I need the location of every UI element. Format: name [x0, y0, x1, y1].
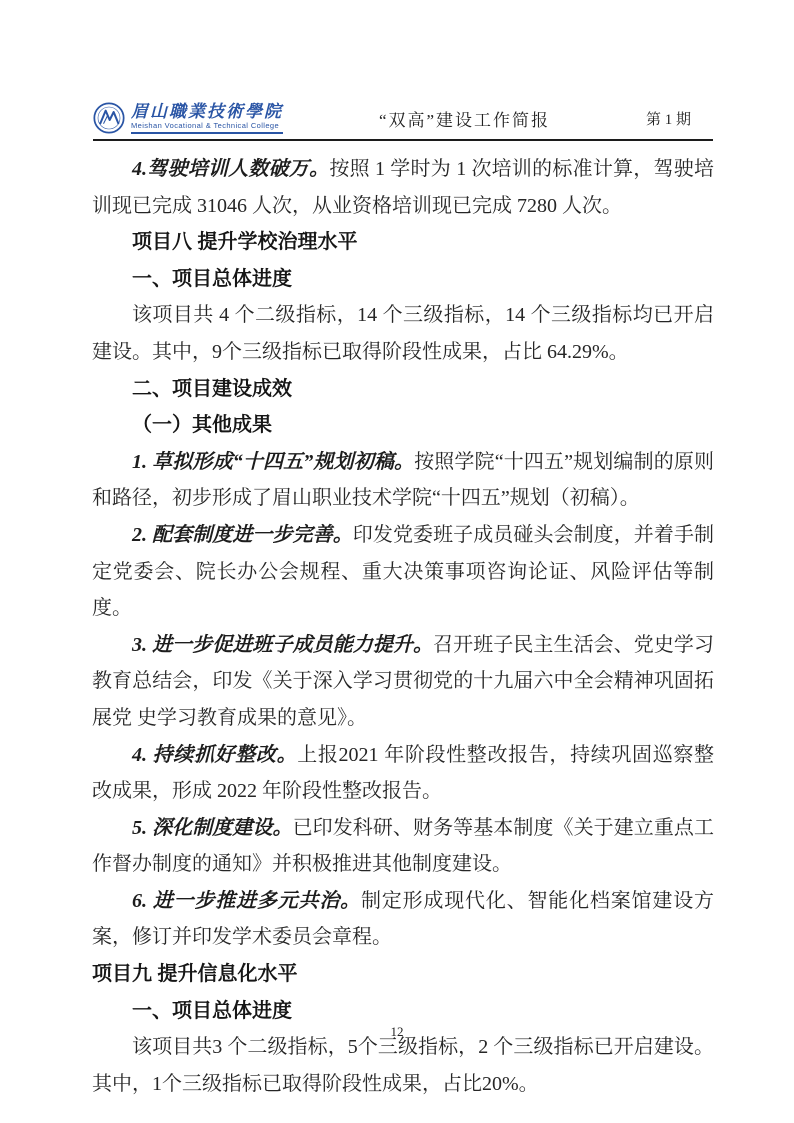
section-heading	[92, 224, 714, 261]
section-heading	[92, 407, 714, 444]
paragraph	[92, 444, 714, 517]
paragraph-text: 项目八 提升学校治理水平	[132, 231, 358, 254]
section-heading	[92, 956, 714, 993]
page-footer	[0, 1024, 794, 1040]
paragraph	[92, 737, 714, 810]
paragraph-text: 一、项目总体进度	[132, 999, 292, 1022]
paragraph-text: 制定形成现代化、智能化档案馆建设方案，修订并印发学术委员会章程。	[92, 889, 715, 949]
paragraph-text: 按照学院“十四五”规划编制的原则和路径，初步形成了眉山职业技术学院“十四五”规划（初稿）。	[92, 450, 714, 510]
issue-number: 第 1 期	[645, 111, 691, 128]
document-body	[92, 151, 714, 1102]
paragraph-text: 项目九 提升信息化水平	[92, 963, 298, 986]
paragraph-text: 上报2021 年阶段性整改报告，持续巩固巡察整改成果，形成 2022 年阶段性整改报告。	[92, 743, 715, 803]
paragraph-lead: 4.驾驶培训人数破万。	[132, 158, 330, 180]
paragraph	[92, 810, 714, 883]
paragraph	[92, 1029, 714, 1102]
paragraph-lead: 2. 配套制度进一步完善。	[132, 523, 353, 546]
paragraph-text: （一）其他成果	[132, 414, 272, 437]
paragraph-text: 按照 1 学时为 1 次培训的标准计算，驾驶培训现已完成 31046 人次，从业资格培训现已完成 7280 人次。	[92, 158, 715, 217]
paragraph-text: 二、项目建设成效	[132, 377, 292, 400]
school-emblem-icon	[93, 102, 125, 134]
paragraph-lead: 1. 草拟形成“十四五”规划初稿。	[132, 450, 415, 473]
school-name-en: Meishan Vocational & Technical College	[131, 121, 280, 130]
section-heading	[92, 261, 714, 298]
section-heading	[92, 371, 714, 408]
paragraph-text: 印发党委班子成员碰头会制度，并着手制定党委会、院长办公会规程、重大决策事项咨询论证、风险评估等制度。	[92, 523, 715, 620]
bulletin-title: “双高”建设工作简报	[378, 110, 551, 130]
paragraph-text: 该项目共 4 个二级指标，14 个三级指标，14 个三级指标均已开启建设。其中，9个三级指标已取得阶段性成果，占比 64.29%。	[92, 304, 714, 363]
paragraph-lead: 3. 进一步促进班子成员能力提升。	[132, 633, 434, 656]
paragraph-text: 召开班子民主生活会、党史学习教育总结会，印发《关于深入学习贯彻党的十九届六中全会精神巩固拓展党 史学习教育成果的意见》。	[92, 633, 715, 729]
paragraph-lead: 5. 深化制度建设。	[132, 816, 293, 839]
paragraph-lead: 4. 持续抓好整改。	[132, 743, 298, 766]
paragraph-text: 一、项目总体进度	[132, 267, 292, 290]
school-name-zh: 眉山職業技術學院	[131, 102, 283, 121]
paragraph	[92, 151, 714, 224]
page-header	[93, 102, 713, 141]
school-name-block	[131, 102, 283, 134]
school-logo	[93, 102, 283, 134]
paragraph	[92, 517, 714, 627]
page-number: 12	[390, 1024, 404, 1039]
paragraph-text: 已印发科研、财务等基本制度《关于建立重点工作督办制度的通知》并积极推进其他制度建设。	[92, 816, 715, 876]
paragraph	[92, 297, 714, 370]
paragraph	[92, 627, 714, 737]
paragraph-text: 该项目共3 个二级指标，5个三级指标，2 个三级指标已开启建设。其中，1个三级指标已取得阶段性成果，占比20%。	[92, 1036, 714, 1095]
paragraph-lead: 6. 进一步推进多元共治。	[132, 889, 361, 912]
paragraph	[92, 883, 714, 956]
